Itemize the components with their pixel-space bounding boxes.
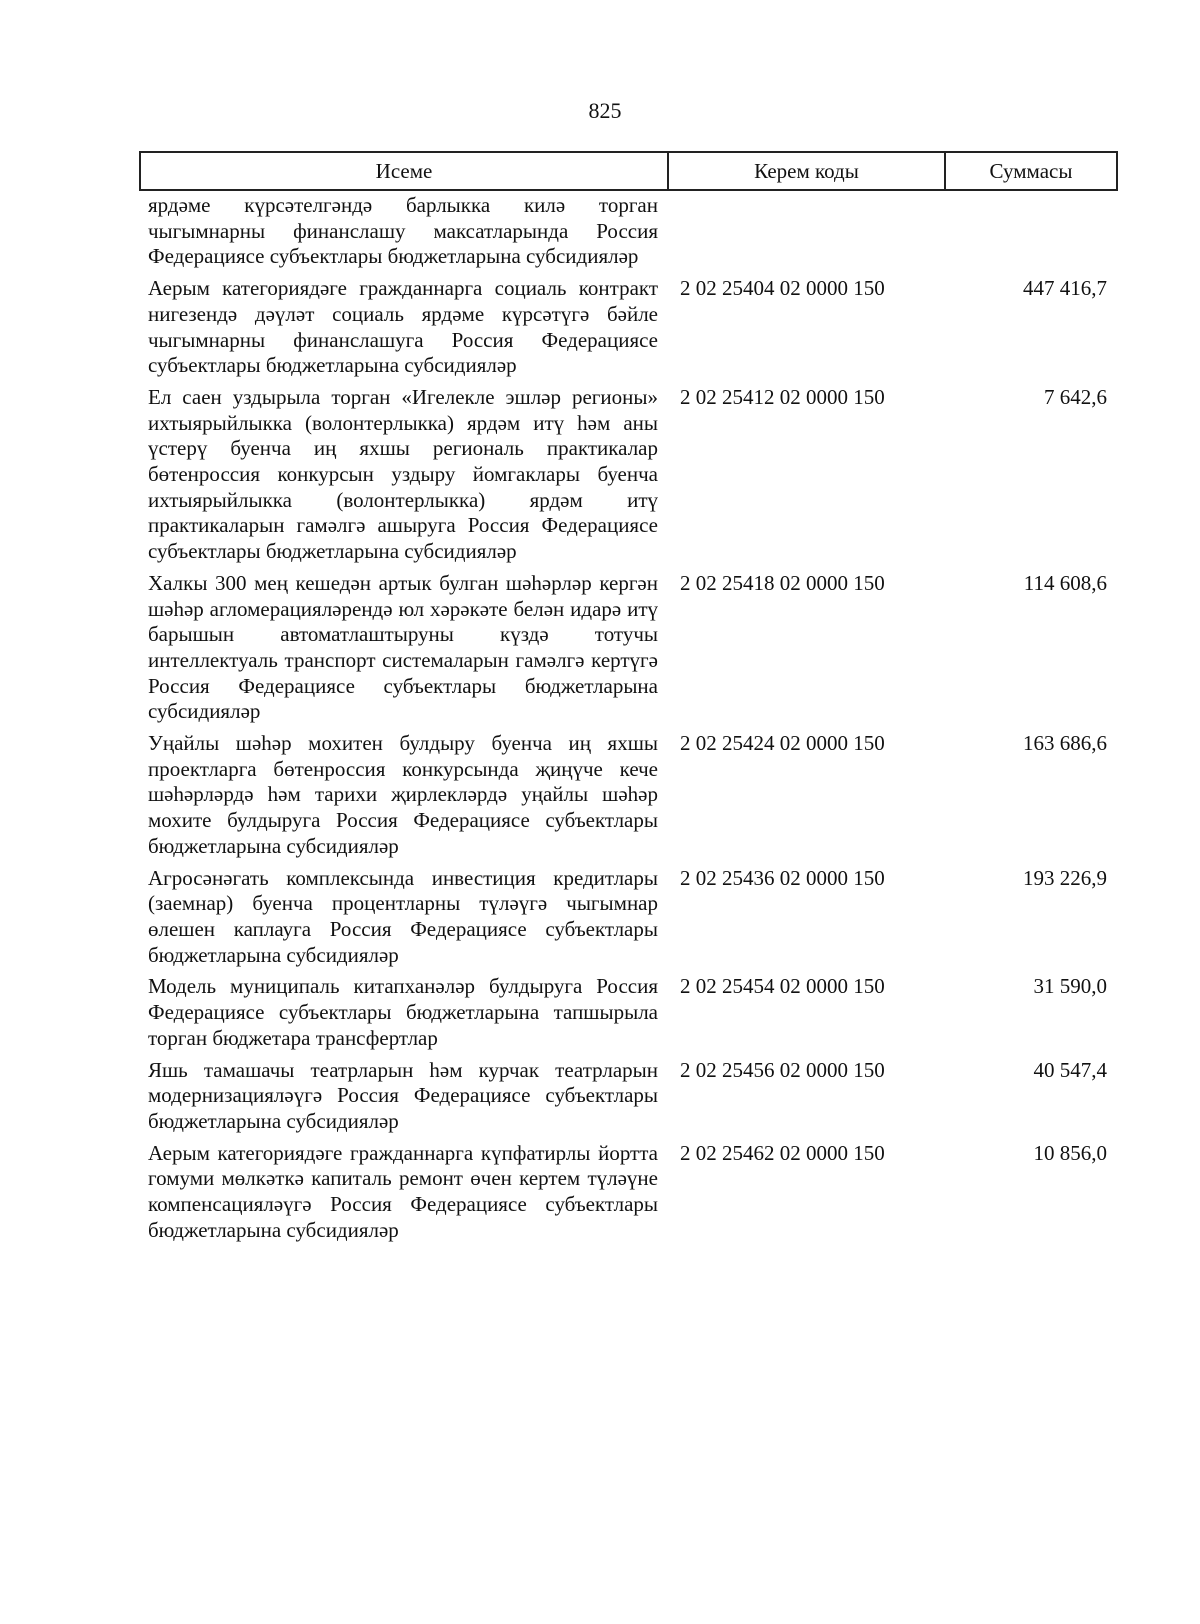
page-number: 825 — [588, 98, 622, 123]
row-code: 2 02 25436 02 0000 150 — [680, 865, 885, 890]
row-sum: 31 590,0 — [1033, 974, 1107, 999]
table-row — [148, 1058, 1118, 1135]
table-body — [148, 193, 1118, 1249]
table-row — [148, 385, 1118, 565]
row-description: Агросәнәгать комплексында инвестиция кредитлары (заемнар) буенча процентларны түләүгә чыгымнар өлешен каплауга Россия Федерациясе субъектлары бюджетларына субсидияләр — [148, 865, 658, 967]
row-sum: 7 642,6 — [1044, 384, 1107, 409]
table-row — [148, 571, 1118, 725]
row-sum: 193 226,9 — [1023, 865, 1107, 890]
table-row — [148, 731, 1118, 860]
table-row — [148, 1141, 1118, 1244]
header-name: Исеме — [141, 153, 669, 189]
row-description: Аерым категориядәге гражданнарга күпфатирлы йортта гомуми мөлкәткә капиталь ремонт өчен кертем түләүне компенсацияләүгә Россия Федерациясе субъектлары бюджетларына субсидияләр — [148, 1140, 658, 1242]
header-code: Керем коды — [669, 153, 946, 189]
row-description: Ел саен уздырыла торган «Игелекле эшләр регионы» ихтыярыйлыкка (волонтерлыкка) ярдәм итү һәм аны үстерү буенча иң яхшы региональ практикалар бөтенроссия конкурсын уздыру йомгаклары буенча ихтыярыйлыкка (волонтерлыкка) ярдәм итү практикаларын гамәлгә ашыруга Россия Федерациясе субъектлары бюджетларына субсидияләр — [148, 384, 658, 564]
row-code: 2 02 25454 02 0000 150 — [680, 974, 885, 999]
row-code: 2 02 25412 02 0000 150 — [680, 384, 885, 409]
row-description: Аерым категориядәге гражданнарга социаль контракт нигезендә дәүләт социаль ярдәме күрсәтүгә бәйле чыгымнарны финанслашуга Россия Федерациясе субъектлары бюджетларына субсидияләр — [148, 276, 658, 378]
row-description: ярдәме күрсәтелгәндә барлыкка килә торган чыгымнарны финанслашу максатларында Россия Федерациясе субъектлары бюджетларына субсидияләр — [148, 193, 658, 269]
row-code: 2 02 25456 02 0000 150 — [680, 1057, 885, 1082]
row-sum: 447 416,7 — [1023, 276, 1107, 301]
row-description: Модель муниципаль китапханәләр булдыруга Россия Федерациясе субъектлары бюджетларына тапшырыла торган бюджетара трансфертлар — [148, 974, 658, 1050]
row-sum: 10 856,0 — [1033, 1140, 1107, 1165]
table-row — [148, 193, 1118, 270]
row-code: 2 02 25424 02 0000 150 — [680, 731, 885, 756]
table-row — [148, 974, 1118, 1051]
row-code: 2 02 25462 02 0000 150 — [680, 1140, 885, 1165]
row-code: 2 02 25404 02 0000 150 — [680, 276, 885, 301]
header-sum: Суммасы — [989, 158, 1073, 183]
row-description: Халкы 300 мең кешедән артык булган шәһәрләр кергән шәһәр агломерацияләрендә юл хәрәкәте белән идарә итү барышын автоматлаштыруны күздә тотучы интеллектуаль транспорт системаларын гамәлгә кертүгә Россия Федерациясе субъектлары бюджетларына субсидияләр — [148, 570, 658, 724]
row-sum: 40 547,4 — [1033, 1057, 1107, 1082]
table-header — [139, 151, 1118, 191]
row-code: 2 02 25418 02 0000 150 — [680, 570, 885, 595]
row-description: Уңайлы шәһәр мохитен булдыру буенча иң яхшы проектларга бөтенроссия конкурсында җиңүче кече шәһәрләрдә һәм тарихи җирлекләрдә уңайлы шәһәр мохите булдыруга Россия Федерациясе субъектлары бюджетларына субсидияләр — [148, 731, 658, 858]
row-description: Яшь тамашачы театрларын һәм курчак театрларын модернизацияләүгә Россия Федерациясе субъектлары бюджетларына субсидияләр — [148, 1057, 658, 1133]
table-row — [148, 276, 1118, 379]
row-sum: 114 608,6 — [1023, 570, 1107, 595]
table-row — [148, 866, 1118, 969]
row-sum: 163 686,6 — [1023, 731, 1107, 756]
